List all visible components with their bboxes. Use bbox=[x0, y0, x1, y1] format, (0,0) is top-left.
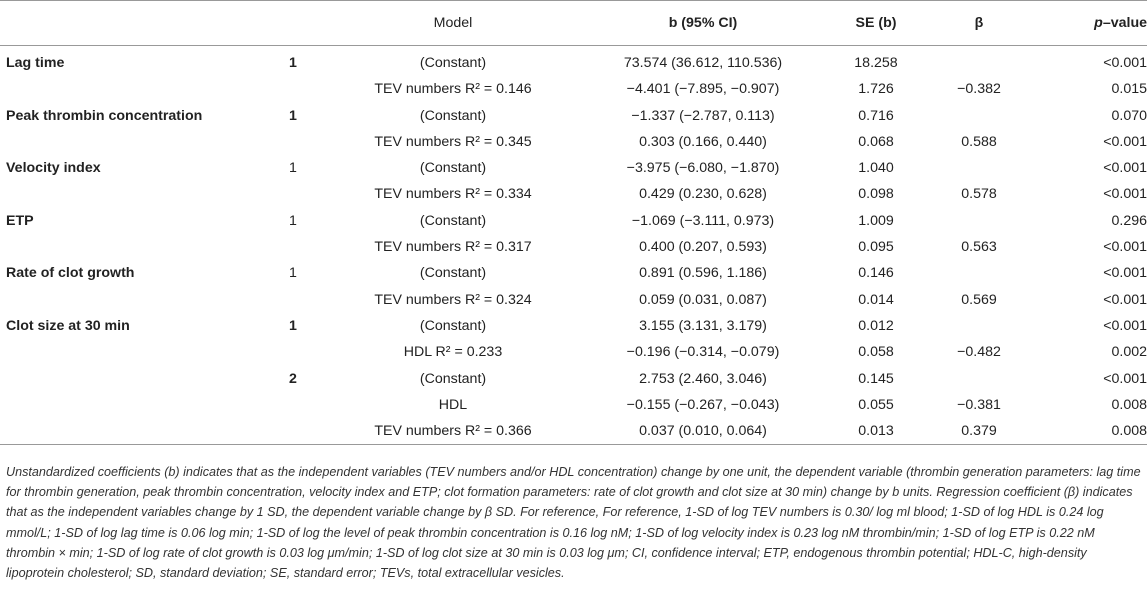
table-row bbox=[0, 76, 1147, 102]
model-cell: TEV numbers R² = 0.146 bbox=[374, 81, 532, 98]
p-value-cell: <0.001 bbox=[1103, 370, 1147, 387]
step-cell bbox=[289, 181, 329, 207]
outcome-cell: Lag time bbox=[6, 55, 65, 71]
step-cell: 1 bbox=[289, 212, 297, 229]
b-ci-cell: 0.891 (0.596, 1.186) bbox=[639, 265, 767, 282]
beta-cell bbox=[923, 313, 1035, 339]
b-ci-cell: 0.059 (0.031, 0.087) bbox=[639, 291, 767, 308]
outcome-cell bbox=[0, 418, 289, 445]
step-cell: 1 bbox=[289, 317, 297, 334]
p-value-cell: 0.070 bbox=[1111, 107, 1147, 124]
p-value-cell: 0.015 bbox=[1111, 81, 1147, 98]
table-row bbox=[0, 339, 1147, 365]
step-cell bbox=[289, 287, 329, 313]
p-value-cell: <0.001 bbox=[1103, 265, 1147, 282]
table-row bbox=[0, 366, 1147, 392]
table-row bbox=[0, 181, 1147, 207]
table-footnote: Unstandardized coefficients (b) indicates that as the independent variables (TEV numbers and/or HDL concentration) change by one unit, the dependent variable (thrombin generation parameters: lag time for thrombin generation, peak thrombin concentration, velocity index and ETP; clot formation parameters: rate of clot growth and clot size at 30 min) change by b units. Regression coefficient (β) indicates that as the independent variables change by 1 SD, the dependent variable change by β SD. For reference, For reference, 1-SD of log TEV numbers is 0.30/ log ml blood; 1-SD of log HDL is 0.24 log mmol/L; 1-SD of log lag time is 0.06 log min; 1-SD of log the level of peak thrombin concentration is 0.16 log nM; 1-SD of log velocity index is 0.23 log nM thrombin/min; 1-SD of log ETP is 0.22 nM thrombin × min; 1-SD of log rate of clot growth is 0.03 log μm/min; 1-SD of log clot size at 30 min is 0.03 log μm; CI, confidence interval; ETP, endogenous thrombin potential; HDL-C, high-density lipoprotein cholesterol; SD, standard deviation; SE, standard error; TEVs, total extracellular vesicles. bbox=[6, 465, 1141, 581]
beta-cell: 0.588 bbox=[961, 133, 997, 150]
outcome-cell: Clot size at 30 min bbox=[6, 317, 130, 334]
outcome-cell bbox=[0, 234, 289, 260]
beta-cell bbox=[923, 46, 1035, 77]
p-value-cell: 0.008 bbox=[1035, 418, 1147, 445]
model-cell: (Constant) bbox=[419, 265, 487, 282]
p-value-cell: <0.001 bbox=[1103, 133, 1147, 150]
model-cell: (Constant) bbox=[419, 212, 487, 229]
p-value-cell: 0.002 bbox=[1111, 344, 1147, 361]
outcome-cell bbox=[0, 181, 289, 207]
model-cell: TEV numbers R² = 0.366 bbox=[329, 418, 577, 445]
outcome-cell: ETP bbox=[6, 212, 34, 229]
table-row bbox=[0, 46, 1147, 77]
header-model: Model bbox=[329, 1, 577, 46]
table-row bbox=[0, 392, 1147, 418]
p-value-cell: <0.001 bbox=[1103, 160, 1147, 177]
header-outcome bbox=[0, 1, 289, 46]
outcome-cell bbox=[0, 287, 289, 313]
step-cell bbox=[289, 339, 329, 365]
b-ci-cell: 3.155 (3.131, 3.179) bbox=[639, 317, 767, 334]
model-cell: HDL bbox=[438, 396, 468, 413]
p-value-cell: <0.001 bbox=[1103, 239, 1147, 256]
beta-cell: 0.578 bbox=[961, 186, 997, 203]
step-cell bbox=[289, 392, 329, 418]
p-value-cell: <0.001 bbox=[1103, 186, 1147, 203]
table-row bbox=[0, 234, 1147, 260]
beta-cell: −0.382 bbox=[957, 81, 1001, 98]
beta-cell: 0.563 bbox=[961, 239, 997, 256]
table-row bbox=[0, 155, 1147, 181]
step-cell bbox=[289, 129, 329, 155]
header-se: SE (b) bbox=[829, 1, 923, 46]
header-step bbox=[289, 1, 329, 46]
b-ci-cell: 73.574 (36.612, 110.536) bbox=[623, 55, 783, 71]
table-row bbox=[0, 103, 1147, 129]
b-ci-cell: 0.400 (0.207, 0.593) bbox=[639, 239, 767, 256]
header-beta: β bbox=[923, 1, 1035, 46]
table-row bbox=[0, 313, 1147, 339]
table-row bbox=[0, 418, 1147, 445]
se-cell: 0.013 bbox=[829, 418, 923, 445]
outcome-cell: Velocity index bbox=[6, 160, 101, 177]
b-ci-cell: −3.975 (−6.080, −1.870) bbox=[626, 160, 780, 177]
outcome-cell: Rate of clot growth bbox=[6, 265, 135, 282]
table-body bbox=[0, 46, 1147, 445]
se-cell: 0.716 bbox=[858, 107, 894, 124]
table-row bbox=[0, 208, 1147, 234]
se-cell: 1.726 bbox=[858, 81, 894, 98]
table-row bbox=[0, 129, 1147, 155]
model-cell: TEV numbers R² = 0.334 bbox=[374, 186, 532, 203]
se-cell: 18.258 bbox=[854, 55, 898, 71]
p-value-cell: <0.001 bbox=[1103, 55, 1147, 71]
model-cell: (Constant) bbox=[419, 160, 487, 177]
se-cell: 0.098 bbox=[858, 186, 894, 203]
model-cell: (Constant) bbox=[419, 55, 487, 71]
se-cell: 0.095 bbox=[858, 239, 894, 256]
p-value-cell: <0.001 bbox=[1103, 291, 1147, 308]
se-cell: 0.012 bbox=[858, 317, 894, 334]
beta-cell: 0.569 bbox=[961, 291, 997, 308]
p-value-cell: 0.008 bbox=[1111, 396, 1147, 413]
header-row bbox=[0, 1, 1147, 46]
b-ci-cell: 0.037 (0.010, 0.064) bbox=[577, 418, 829, 445]
se-cell: 0.014 bbox=[858, 291, 894, 308]
model-cell: (Constant) bbox=[419, 370, 487, 387]
outcome-cell bbox=[0, 366, 289, 392]
outcome-cell bbox=[0, 76, 289, 102]
se-cell: 0.146 bbox=[858, 265, 894, 282]
model-cell: TEV numbers R² = 0.324 bbox=[374, 291, 532, 308]
se-cell: 0.068 bbox=[858, 133, 894, 150]
se-cell: 0.058 bbox=[858, 344, 894, 361]
model-cell: (Constant) bbox=[419, 317, 487, 334]
p-value-cell: 0.296 bbox=[1111, 212, 1147, 229]
table-row bbox=[0, 260, 1147, 286]
step-cell: 2 bbox=[289, 370, 297, 387]
header-p-letter: p bbox=[1094, 15, 1103, 31]
beta-cell: −0.482 bbox=[957, 344, 1001, 361]
se-cell: 0.145 bbox=[858, 370, 894, 387]
beta-cell bbox=[923, 366, 1035, 392]
b-ci-cell: −4.401 (−7.895, −0.907) bbox=[626, 81, 780, 98]
b-ci-cell: −0.155 (−0.267, −0.043) bbox=[626, 396, 780, 413]
outcome-cell: Peak thrombin concentration bbox=[6, 107, 203, 124]
outcome-cell bbox=[0, 129, 289, 155]
p-value-cell: <0.001 bbox=[1103, 317, 1147, 334]
b-ci-cell: 0.303 (0.166, 0.440) bbox=[639, 133, 767, 150]
b-ci-cell: 2.753 (2.460, 3.046) bbox=[639, 370, 767, 387]
step-cell: 1 bbox=[289, 160, 297, 177]
b-ci-cell: −0.196 (−0.314, −0.079) bbox=[626, 344, 780, 361]
se-cell: 1.009 bbox=[858, 212, 894, 229]
b-ci-cell: −1.337 (−2.787, 0.113) bbox=[631, 107, 775, 124]
b-ci-cell: 0.429 (0.230, 0.628) bbox=[639, 186, 767, 203]
step-cell bbox=[289, 234, 329, 260]
header-p-suffix: –value bbox=[1102, 15, 1147, 31]
beta-cell bbox=[923, 103, 1035, 129]
model-cell: (Constant) bbox=[419, 107, 487, 124]
beta-cell bbox=[923, 208, 1035, 234]
table-header bbox=[0, 1, 1147, 46]
outcome-cell bbox=[0, 339, 289, 365]
step-cell: 1 bbox=[289, 55, 297, 71]
beta-cell bbox=[923, 260, 1035, 286]
beta-cell: 0.379 bbox=[923, 418, 1035, 445]
table-row bbox=[0, 287, 1147, 313]
b-ci-cell: −1.069 (−3.111, 0.973) bbox=[631, 212, 775, 229]
outcome-cell bbox=[0, 392, 289, 418]
se-cell: 0.055 bbox=[858, 396, 894, 413]
beta-cell bbox=[923, 155, 1035, 181]
beta-cell: −0.381 bbox=[957, 396, 1001, 413]
model-cell: TEV numbers R² = 0.317 bbox=[374, 239, 532, 256]
model-cell: TEV numbers R² = 0.345 bbox=[374, 133, 532, 150]
step-cell bbox=[289, 418, 329, 445]
header-b: b (95% CI) bbox=[577, 1, 829, 46]
se-cell: 1.040 bbox=[858, 160, 894, 177]
model-cell: HDL R² = 0.233 bbox=[403, 344, 503, 361]
step-cell: 1 bbox=[289, 107, 297, 124]
step-cell bbox=[289, 76, 329, 102]
step-cell: 1 bbox=[289, 265, 297, 282]
header-p-value bbox=[1035, 1, 1147, 46]
